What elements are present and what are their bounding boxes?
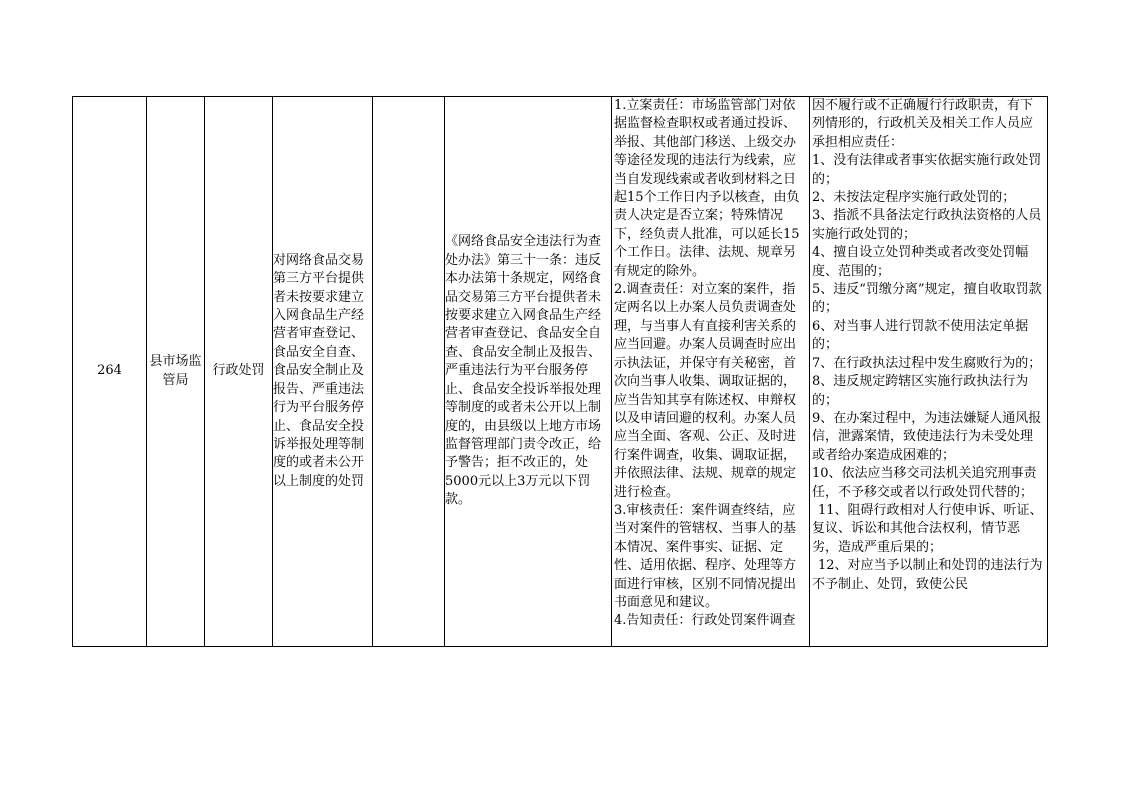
responsibility-duties [612,97,810,647]
liability-item: 9、在办案过程中，为违法嫌疑人通风报信，泄露案情，致使违法行为未受处理或者给办案造成困难的； [812,410,1042,463]
duty-investigation: 2.调查责任：对立案的案件，指定两名以上办案人员负责调查处理，与当事人有直接利害关系的应当回避。办案人员调查时应出示执法证，并保守有关秘密，首次向当事人收集、调取证据的，应当告知其享有陈述权、申辩权以及申请回避的权利。办案人员应当全面、客观、公正、及时进行案件调查，收集、调取证据，并依照法律、法规、规章的规定进行检查。 [614,282,797,500]
liability-item: 5、违反“罚缴分离”规定，擅自收取罚款的； [812,282,1042,316]
accountability [810,97,1048,647]
item-name: 对网络食品交易第三方平台提供者未按要求建立入网食品生产经营者审查登记、食品安全自查、食品安全制止及报告、严重违法行为平台服务停止、食品安全投诉举报处理等制度的或者未公开以上制度的处罚 [273,97,373,647]
power-category: 行政处罚 [205,97,273,647]
table-row [73,97,1048,647]
liability-item: 8、违反规定跨辖区实施行政执法行为的； [812,374,1029,408]
legal-basis: 《网络食品安全违法行为查处办法》第三十一条：违反本办法第十条规定，网络食品交易第三方平台提供者未按要求建立入网食品生产经营者审查登记、食品安全自查、食品安全制止及报告、严重违法行为平台服务停止、食品安全投诉举报处理等制度的或者未公开以上制度的，由县级以上地方市场监督管理部门责令改正，给予警告；拒不改正的，处5000元以上3万元以下罚款。 [445,97,612,647]
duty-review: 3.审核责任：案件调查终结，应当对案件的管辖权、当事人的基本情况、案件事实、证据、定性、适用依据、程序、处理等方面进行审核，区别不同情况提出书面意见和建议。 [614,502,797,610]
liability-item: 2、未按法定程序实施行政处罚的； [812,190,1016,206]
liability-item: 1、没有法律或者事实依据实施行政处罚的； [812,153,1042,187]
item-number: 264 [73,97,147,647]
liability-item: 11、阻碍行政相对人行使申诉、听证、复议、诉讼和其他合法权利，情节恶劣，造成严重后果的； [812,502,1043,555]
liability-item: 10、依法应当移交司法机关追究刑事责任，不予移交或者以行政处罚代替的； [812,466,1037,500]
liability-list [810,97,1047,646]
liability-item: 3、指派不具备法定行政执法资格的人员实施行政处罚的； [812,208,1042,242]
sub-item [373,97,445,647]
enforcement-table [72,96,1048,647]
liability-item: 6、对当事人进行罚款不使用法定单据的； [812,318,1029,353]
liability-item: 12、对应当予以制止和处罚的违法行为不予制止、处罚，致使公民 [812,558,1043,592]
liability-intro: 因不履行或不正确履行行政职责，有下列情形的，行政机关及相关工作人员应承担相应责任： [812,98,1034,150]
liability-item: 7、在行政执法过程中发生腐败行为的； [812,355,1042,371]
duty-notification: 4.告知责任：行政处罚案件调查 [614,613,796,629]
duties-list [612,97,809,646]
duty-filing: 1.立案责任：市场监管部门对依据监督检查职权或者通过投诉、举报、其他部门移送、上级交办等途径发现的违法行为线索，应当自发现线索或者收到材料之日起15个工作日内予以核查，由负责人决定是否立案；特殊情况下，经负责人批准，可以延长15个工作日。法律、法规、规章另有规定的除外。 [614,98,800,279]
department: 县市场监管局 [147,97,205,647]
liability-item: 4、擅自设立处罚种类或者改变处罚幅度、范围的； [812,245,1029,279]
